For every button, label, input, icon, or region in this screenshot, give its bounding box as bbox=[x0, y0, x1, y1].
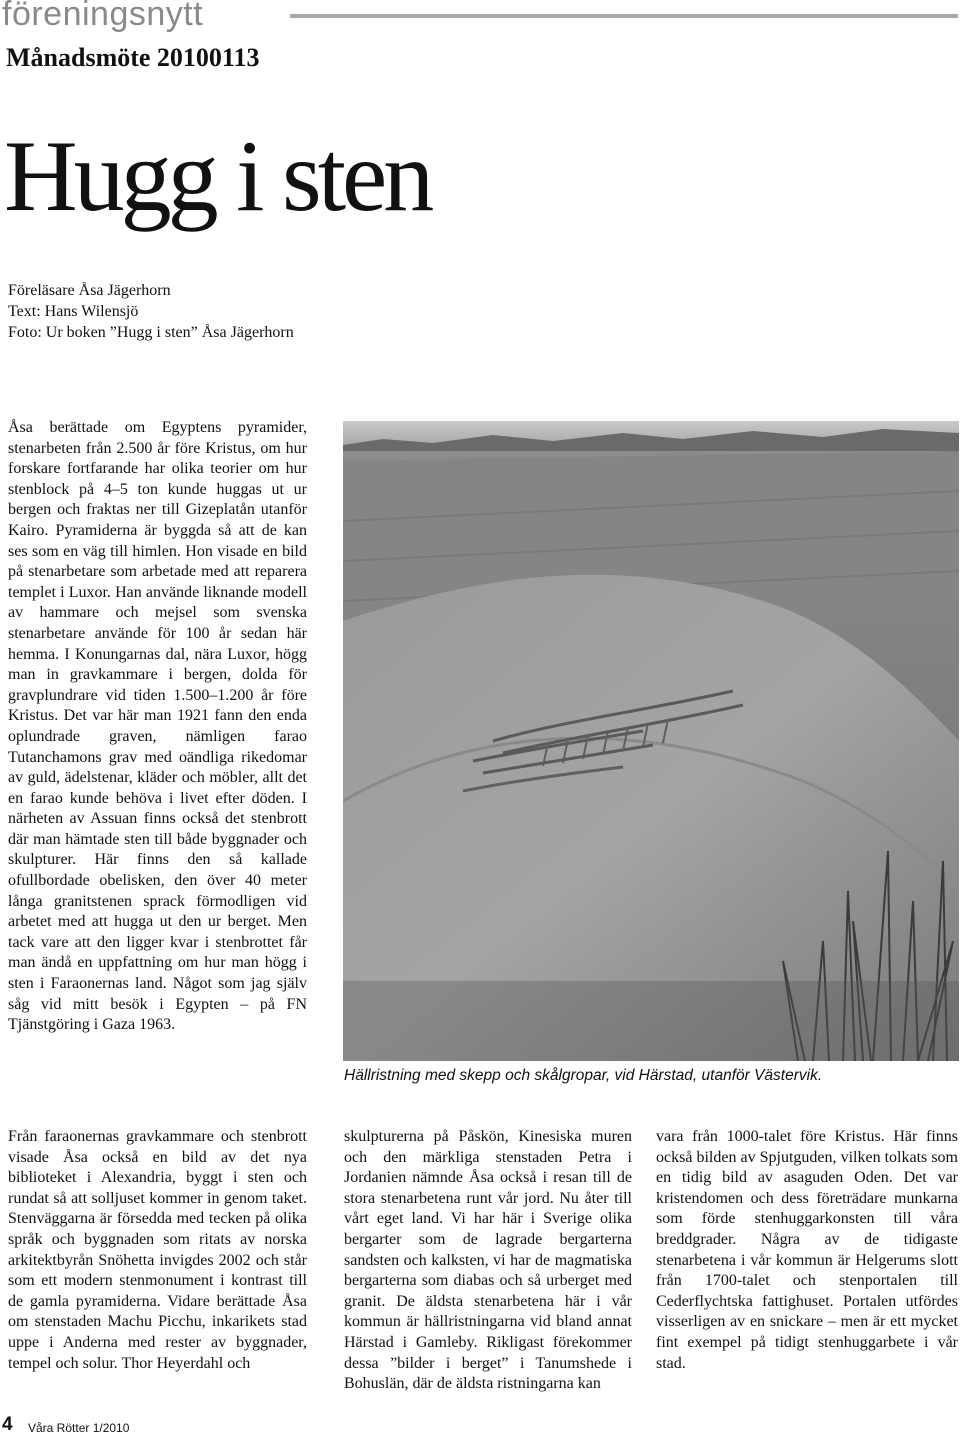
section-label: föreningsnytt bbox=[2, 0, 204, 33]
meeting-title: Månadsmöte 20100113 bbox=[6, 43, 260, 72]
credit-text: Text: Hans Wilensjö bbox=[8, 303, 139, 320]
rock-carving-photo bbox=[343, 421, 959, 1061]
credit-lecturer: Föreläsare Åsa Jägerhorn bbox=[8, 282, 171, 299]
article-text-column-2: skulpturerna på Påskön, Kinesiska muren och den märkliga stenstaden Petra i Jordanien nämnde Åsa också i resan till de stora stenarbetena runt vår jord. Nu åter till vårt eget land. Vi har här i Sverige olika bergarter som de lagrade bergarterna sandsten och kalksten, vi har de magmatiska bergarterna som diabas och så urberget med granit. De äldsta stenarbetena här i vår kommun är hällristningarna vid bland annat Härstad i Gamleby. Rikligast förekommer dessa ”bilder i berget” i Tanumshede i Bohuslän, där de äldsta ristningarna kan bbox=[344, 1128, 632, 1393]
header-rule bbox=[290, 14, 958, 18]
credit-photo: Foto: Ur boken ”Hugg i sten” Åsa Jägerhorn bbox=[8, 324, 294, 341]
article-text-column-3: vara från 1000-talet före Kristus. Här finns också bilden av Spjutguden, vilken tolkats som en tidig bild av asaguden Oden. Det var kristendomen och dess företrädare munkarna som förde stenhuggarkonsten till våra breddgrader. Några av de tidigaste stenarbetena i vår kommun är Helgerums slott från 1700-talet och stenportalen till Cederflychtska fattighuset. Portalen utfördes visserligen av en snickare – men är ett mycket fint exempel på tidigt stenhuggarbete i vår stad. bbox=[656, 1128, 958, 1372]
article-headline: Hugg i sten bbox=[4, 120, 431, 233]
article-text-column-1: Åsa berättade om Egyptens pyramider, stenarbeten från 2.500 år före Kristus, om hur forskare fortfarande har olika teorier om hur stenblock på 4–5 ton kunde huggas ut ur bergen och fraktas ner till Gizeplatån utanför Kairo. Pyramiderna är byggda så att de kan ses som en väg till himlen. Hon visade en bild på stenarbetare som arbetade med att reparera templet i Luxor. Han använde liknande modell av hammare och mejsel som svenska stenarbetare använde för 100 år sedan här hemma. I Konungarnas dal, nära Luxor, högg man in gravkammare i bergen, dolda för gravplundrare vid tiden 1.500–1.200 år före Kristus. Det var här man 1921 fann den enda oplundrade graven, nämligen farao Tutanchamons grav med oändliga rikedomar av guld, ädelstenar, kläder och möbler, allt det en farao kunde behöva i livet efter döden. I närheten av Assuan finns också det stenbrott där man hämtade sten till både byggnader och skulpturer. Här finns den så kallade ofullbordade obelisken, den över 40 meter långa granitstenen sprack förmodligen vid arbetet med att hugga ut den ur berget. Men tack vare att den ligger kvar i stenbrottet får man ändå en uppfattning om hur man högg i sten i Faraonernas land. Något som jag själv såg vid mitt besök i Egypten – på FN Tjänstgöring i Gaza 1963. bbox=[8, 419, 307, 1034]
publication-name: Våra Rötter 1/2010 bbox=[28, 1421, 130, 1435]
page-number: 4 bbox=[2, 1414, 13, 1435]
article-credits bbox=[8, 280, 294, 343]
photo-caption: Hällristning med skepp och skålgropar, vid Härstad, utanför Västervik. bbox=[344, 1067, 823, 1084]
article-text-column-1-lower: Från faraonernas gravkammare och stenbrott visade Åsa också en bild av det nya biblioteket i Alexandria, byggt i sten och rundat så att solljuset kommer in genom taket. Stenväggarna är försedda med tecken på olika språk och byggnaden som ritats av norska arkitektbyrån Snöhetta invigdes 2002 och står som ett modern stenmonument i kontrast till de gamla pyramiderna. Vidare berättade Åsa om stenstaden Machu Picchu, inkarikets stad uppe i Anderna med rester av byggnader, tempel och solur. Thor Heyerdahl och bbox=[8, 1128, 307, 1372]
